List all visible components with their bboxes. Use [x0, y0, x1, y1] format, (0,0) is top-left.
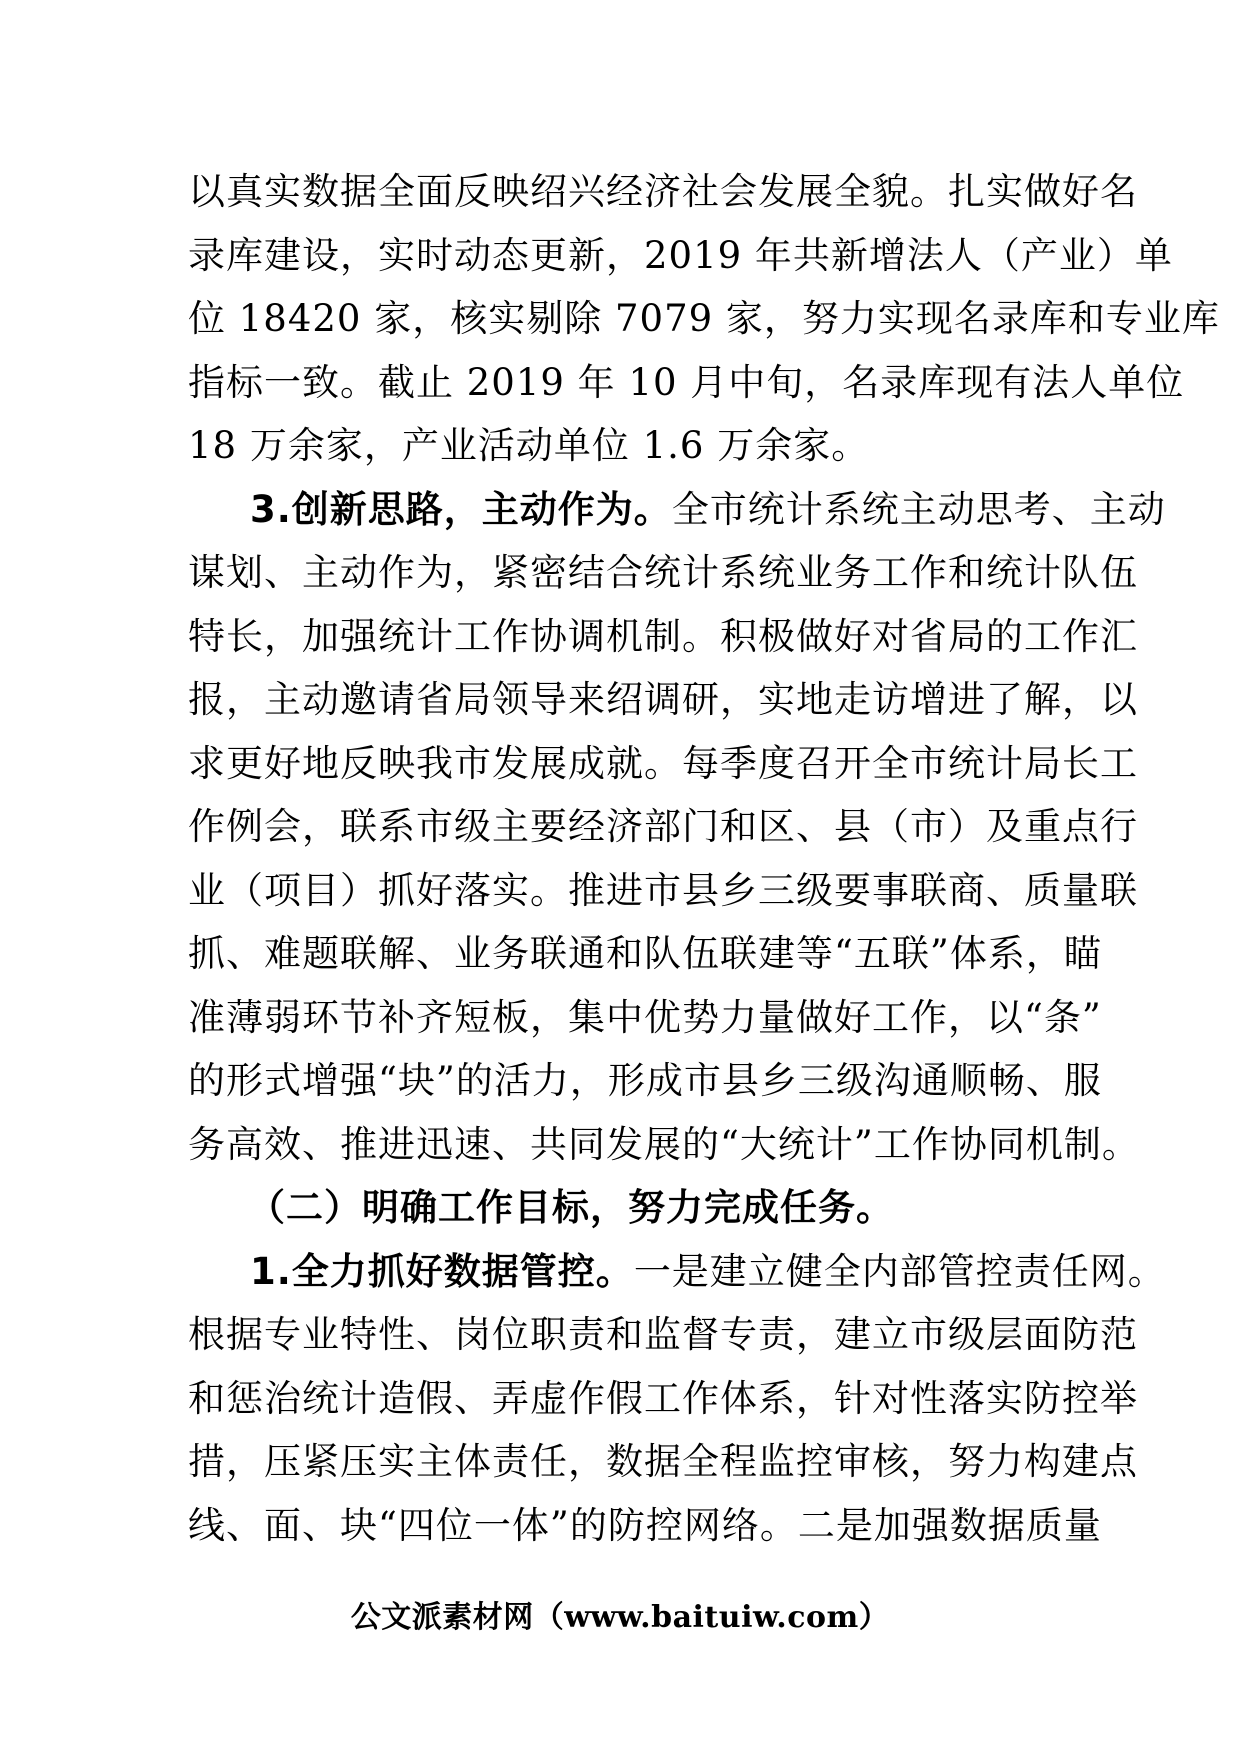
text-line: 和惩治统计造假、弄虚作假工作体系，针对性落实防控举: [188, 1376, 1138, 1420]
text-line: 务高效、推进迅速、共同发展的“大统计”工作协同机制。: [188, 1122, 1140, 1166]
paragraph-2: [188, 478, 1166, 1177]
text-line: 的形式增强“块”的活力，形成市县乡三级沟通顺畅、服: [188, 1059, 1102, 1102]
text-line: 指标一致。截止 2019 年 10 月中旬，名录库现有法人单位: [188, 360, 1185, 404]
paragraph-heading: 1.全力抓好数据管控。: [250, 1249, 634, 1293]
text-line: 根据专业特性、岗位职责和监督专责，建立市级层面防范: [188, 1313, 1138, 1356]
text-line: 以真实数据全面反映绍兴经济社会发展全貌。扎实做好名: [188, 170, 1138, 213]
text-line: 位 18420 家，核实剔除 7079 家，努力实现名录库和专业库: [188, 297, 1220, 340]
text-line: 业（项目）抓好落实。推进市县乡三级要事联商、质量联: [188, 868, 1138, 912]
paragraph-heading: 3.创新思路，主动作为。: [250, 487, 672, 531]
text-line: [188, 1240, 1166, 1304]
paragraph-1: [188, 160, 1220, 478]
footer-watermark: 公文派素材网（www.baituiw.com）: [350, 1600, 890, 1635]
text-line: 抓、难题联解、业务联通和队伍联建等“五联”体系，瞄: [188, 932, 1102, 975]
text-line: 作例会，联系市级主要经济部门和区、县（市）及重点行: [188, 805, 1138, 848]
text-line: 报，主动邀请省局领导来绍调研，实地走访增进了解，以: [188, 678, 1138, 721]
text-line: 特长，加强统计工作协调机制。积极做好对省局的工作汇: [188, 614, 1138, 658]
text-run: 一是建立健全内部管控责任网。: [633, 1249, 1166, 1293]
section-heading: （二）明确工作目标，努力完成任务。: [248, 1186, 894, 1229]
text-run: 全市统计系统主动思考、主动: [671, 487, 1166, 531]
document-body: [188, 160, 1220, 1557]
text-line: 求更好地反映我市发展成就。每季度召开全市统计局长工: [188, 741, 1138, 785]
text-line: 准薄弱环节补齐短板，集中优势力量做好工作，以“条”: [188, 995, 1102, 1039]
paragraph-3: [188, 1240, 1166, 1558]
text-line: [188, 478, 1166, 542]
text-line: 录库建设，实时动态更新，2019 年共新增法人（产业）单: [188, 233, 1173, 277]
text-line: 谋划、主动作为，紧密结合统计系统业务工作和统计队伍: [188, 551, 1138, 594]
text-line: 线、面、块“四位一体”的防控网络。二是加强数据质量: [188, 1503, 1102, 1547]
text-line: 18 万余家，产业活动单位 1.6 万余家。: [188, 424, 870, 467]
text-line: 措，压紧压实主体责任，数据全程监控审核，努力构建点: [188, 1440, 1138, 1483]
